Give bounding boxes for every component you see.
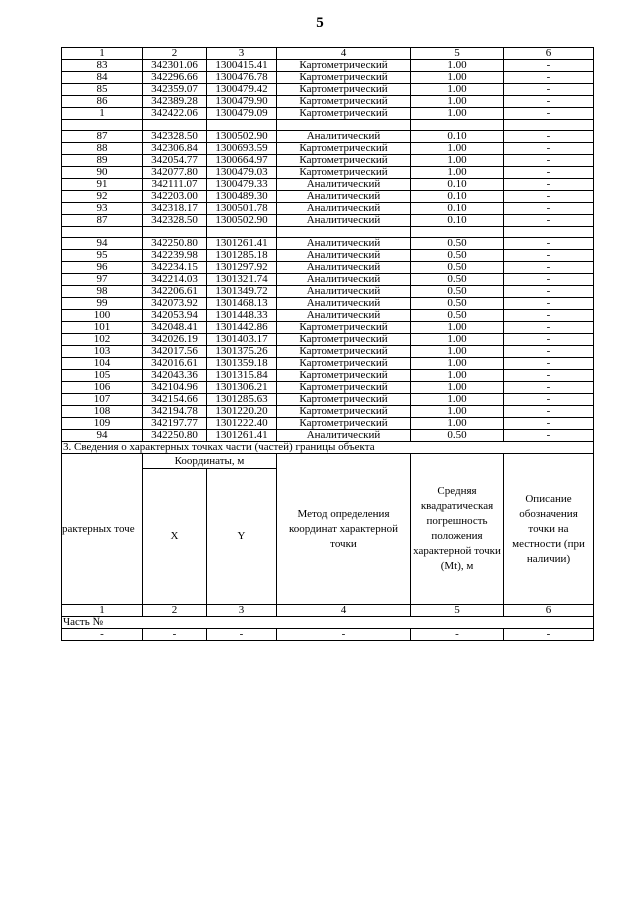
table-cell: 104 xyxy=(62,358,143,370)
table-cell: 342043.36 xyxy=(143,370,207,382)
table-cell: - xyxy=(207,629,277,641)
table-cell: 1301297.92 xyxy=(207,262,277,274)
table-row xyxy=(62,370,594,382)
table-cell: 342016.61 xyxy=(143,358,207,370)
table-cell: 1300479.42 xyxy=(207,84,277,96)
table-row xyxy=(62,286,594,298)
table-cell: - xyxy=(504,430,594,442)
table-row xyxy=(62,310,594,322)
column-number: 1 xyxy=(62,605,143,617)
table-cell: 98 xyxy=(62,286,143,298)
table-cell: 342194.78 xyxy=(143,406,207,418)
table-cell xyxy=(277,227,411,238)
table-cell: - xyxy=(504,143,594,155)
table-cell: 1300693.59 xyxy=(207,143,277,155)
table-cell: 1301285.18 xyxy=(207,250,277,262)
table-cell: 1300489.30 xyxy=(207,191,277,203)
table-cell: 0.50 xyxy=(411,430,504,442)
table-cell: - xyxy=(504,215,594,227)
table-cell: Картометрический xyxy=(277,418,411,430)
column-number: 5 xyxy=(411,48,504,60)
table-cell: 1301442.86 xyxy=(207,322,277,334)
table-cell: 1300664.97 xyxy=(207,155,277,167)
points-table-body xyxy=(62,48,594,442)
table-cell: 102 xyxy=(62,334,143,346)
table-cell: 0.10 xyxy=(411,179,504,191)
table-cell: 342026.19 xyxy=(143,334,207,346)
table-cell: 87 xyxy=(62,131,143,143)
table-cell: Картометрический xyxy=(277,406,411,418)
table-cell: - xyxy=(504,250,594,262)
table-cell: 0.10 xyxy=(411,215,504,227)
table-cell xyxy=(411,227,504,238)
column-number: 4 xyxy=(277,605,411,617)
table-row xyxy=(62,179,594,191)
table-cell: 93 xyxy=(62,203,143,215)
table-cell: 342239.98 xyxy=(143,250,207,262)
column-number: 2 xyxy=(143,605,207,617)
table-row xyxy=(62,298,594,310)
table-cell: 0.10 xyxy=(411,131,504,143)
table-row xyxy=(62,430,594,442)
table-cell: 342048.41 xyxy=(143,322,207,334)
table-cell: - xyxy=(504,322,594,334)
table-cell: 1.00 xyxy=(411,382,504,394)
table-cell: 0.50 xyxy=(411,286,504,298)
table-cell: - xyxy=(504,298,594,310)
table-cell: 342328.50 xyxy=(143,215,207,227)
table-cell: Картометрический xyxy=(277,358,411,370)
table-cell: 89 xyxy=(62,155,143,167)
table-cell: 342296.66 xyxy=(143,72,207,84)
table-row xyxy=(62,155,594,167)
table-cell: 1301448.33 xyxy=(207,310,277,322)
table-cell: Аналитический xyxy=(277,286,411,298)
table-cell: 92 xyxy=(62,191,143,203)
table-cell: 1.00 xyxy=(411,60,504,72)
page-number: 5 xyxy=(316,15,324,31)
table-cell: 105 xyxy=(62,370,143,382)
table-cell: - xyxy=(504,394,594,406)
part-label: Часть № xyxy=(62,617,594,629)
table-cell: - xyxy=(504,310,594,322)
table-cell: 106 xyxy=(62,382,143,394)
table-cell: Аналитический xyxy=(277,262,411,274)
table-cell: 1301222.40 xyxy=(207,418,277,430)
table-cell: 1301321.74 xyxy=(207,274,277,286)
table-cell: - xyxy=(504,358,594,370)
table-cell: 1.00 xyxy=(411,358,504,370)
table-cell: - xyxy=(504,191,594,203)
column-number: 3 xyxy=(207,605,277,617)
table-cell: Картометрический xyxy=(277,60,411,72)
table-cell: - xyxy=(504,262,594,274)
table-cell: 1.00 xyxy=(411,406,504,418)
table-cell: - xyxy=(411,629,504,641)
table-cell: 0.10 xyxy=(411,191,504,203)
column-number: 6 xyxy=(504,605,594,617)
table-row xyxy=(62,322,594,334)
table-row xyxy=(62,274,594,286)
table-cell: Аналитический xyxy=(277,203,411,215)
table-cell: 1 xyxy=(62,108,143,120)
table-cell: 1301468.13 xyxy=(207,298,277,310)
table-cell: - xyxy=(504,406,594,418)
table-cell: 95 xyxy=(62,250,143,262)
table-cell: 1.00 xyxy=(411,84,504,96)
table-cell: 94 xyxy=(62,430,143,442)
table-cell: 1300479.33 xyxy=(207,179,277,191)
table-cell: 91 xyxy=(62,179,143,191)
table-cell: 342104.96 xyxy=(143,382,207,394)
table-cell: 108 xyxy=(62,406,143,418)
table-cell: Картометрический xyxy=(277,108,411,120)
table-cell: 342154.66 xyxy=(143,394,207,406)
table-row xyxy=(62,96,594,108)
boundary-points-table xyxy=(61,47,594,641)
column-number: 1 xyxy=(62,48,143,60)
table-cell: 342053.94 xyxy=(143,310,207,322)
table-cell: 342197.77 xyxy=(143,418,207,430)
table-cell: 1.00 xyxy=(411,143,504,155)
table-cell: 1301220.20 xyxy=(207,406,277,418)
table-cell: Аналитический xyxy=(277,215,411,227)
table-cell xyxy=(207,227,277,238)
table-cell xyxy=(504,120,594,131)
table-cell: 342111.07 xyxy=(143,179,207,191)
table-cell: - xyxy=(504,108,594,120)
table-cell: 1301285.63 xyxy=(207,394,277,406)
table-cell: 0.50 xyxy=(411,262,504,274)
table-cell: 1300501.78 xyxy=(207,203,277,215)
table-cell: - xyxy=(504,286,594,298)
table-cell: 85 xyxy=(62,84,143,96)
table-cell: 342203.00 xyxy=(143,191,207,203)
table-cell: - xyxy=(277,629,411,641)
table-cell: 97 xyxy=(62,274,143,286)
table-row xyxy=(62,238,594,250)
section-3-column-number-row xyxy=(62,605,594,617)
table-cell: 1301261.41 xyxy=(207,430,277,442)
table-cell: 90 xyxy=(62,167,143,179)
contour-separator-row xyxy=(62,120,594,131)
table-cell: 342214.03 xyxy=(143,274,207,286)
table-cell: 1.00 xyxy=(411,72,504,84)
table-cell: 342306.84 xyxy=(143,143,207,155)
table-cell: 107 xyxy=(62,394,143,406)
table-cell: Аналитический xyxy=(277,131,411,143)
table-cell: 1301306.21 xyxy=(207,382,277,394)
table-cell: 1.00 xyxy=(411,370,504,382)
table-cell: Картометрический xyxy=(277,334,411,346)
table-cell: 0.50 xyxy=(411,298,504,310)
column-number: 2 xyxy=(143,48,207,60)
table-cell: - xyxy=(504,84,594,96)
table-cell: 1301349.72 xyxy=(207,286,277,298)
table-cell: 88 xyxy=(62,143,143,155)
table-cell: 83 xyxy=(62,60,143,72)
table-cell: 1.00 xyxy=(411,322,504,334)
table-cell: - xyxy=(504,96,594,108)
table-cell: - xyxy=(504,334,594,346)
table-cell: 342250.80 xyxy=(143,430,207,442)
table-row xyxy=(62,203,594,215)
table-cell: 1300479.90 xyxy=(207,96,277,108)
table-cell: Аналитический xyxy=(277,298,411,310)
table-cell: - xyxy=(504,131,594,143)
column-number: 3 xyxy=(207,48,277,60)
table-cell xyxy=(143,227,207,238)
column-number-row xyxy=(62,48,594,60)
table-cell xyxy=(207,120,277,131)
table-cell: 1.00 xyxy=(411,108,504,120)
table-cell: 1.00 xyxy=(411,334,504,346)
table-cell: 1300502.90 xyxy=(207,131,277,143)
table-cell: 0.10 xyxy=(411,203,504,215)
table-row xyxy=(62,143,594,155)
table-cell: Картометрический xyxy=(277,370,411,382)
table-cell: 84 xyxy=(62,72,143,84)
table-cell xyxy=(504,227,594,238)
table-cell: 96 xyxy=(62,262,143,274)
table-row xyxy=(62,72,594,84)
table-cell xyxy=(143,120,207,131)
table-row xyxy=(62,108,594,120)
table-cell: 99 xyxy=(62,298,143,310)
table-cell: 1301403.17 xyxy=(207,334,277,346)
table-cell xyxy=(277,120,411,131)
table-row xyxy=(62,394,594,406)
description-header: Описание обозначения точки на местности (при наличии) xyxy=(504,454,594,605)
table-row xyxy=(62,215,594,227)
table-cell: 1301261.41 xyxy=(207,238,277,250)
table-cell: - xyxy=(504,370,594,382)
table-cell: Аналитический xyxy=(277,430,411,442)
table-cell: 1.00 xyxy=(411,167,504,179)
table-row xyxy=(62,167,594,179)
table-cell: Картометрический xyxy=(277,84,411,96)
table-cell: 342250.80 xyxy=(143,238,207,250)
table-cell: 342234.15 xyxy=(143,262,207,274)
table-cell: 1300479.03 xyxy=(207,167,277,179)
table-cell: Аналитический xyxy=(277,238,411,250)
table-cell: - xyxy=(504,629,594,641)
table-cell: 87 xyxy=(62,215,143,227)
table-cell: - xyxy=(504,346,594,358)
table-cell: 342017.56 xyxy=(143,346,207,358)
point-name-header: рактерных точе xyxy=(62,454,143,605)
contour-separator-row xyxy=(62,227,594,238)
table-cell: Аналитический xyxy=(277,250,411,262)
table-cell: Картометрический xyxy=(277,346,411,358)
table-cell: 342054.77 xyxy=(143,155,207,167)
method-header: Метод определения координат характерной точки xyxy=(277,454,411,605)
table-row xyxy=(62,191,594,203)
table-cell: - xyxy=(62,629,143,641)
table-cell: - xyxy=(504,418,594,430)
table-cell: - xyxy=(143,629,207,641)
table-row xyxy=(62,382,594,394)
table-cell: Картометрический xyxy=(277,167,411,179)
table-cell: 342422.06 xyxy=(143,108,207,120)
table-row xyxy=(62,84,594,96)
column-number: 6 xyxy=(504,48,594,60)
table-cell: 101 xyxy=(62,322,143,334)
table-cell: 0.50 xyxy=(411,238,504,250)
table-cell: 1.00 xyxy=(411,96,504,108)
table-cell: 342301.06 xyxy=(143,60,207,72)
table-cell: Аналитический xyxy=(277,191,411,203)
table-row xyxy=(62,346,594,358)
table-cell: Картометрический xyxy=(277,143,411,155)
table-cell: - xyxy=(504,60,594,72)
table-cell: 1.00 xyxy=(411,394,504,406)
table-cell xyxy=(411,120,504,131)
table-row xyxy=(62,358,594,370)
table-cell: - xyxy=(504,382,594,394)
table-cell: 1300476.78 xyxy=(207,72,277,84)
table-cell xyxy=(62,227,143,238)
table-cell: 342073.92 xyxy=(143,298,207,310)
table-cell: 1301315.84 xyxy=(207,370,277,382)
section-3-title: 3. Сведения о характерных точках части (частей) границы объекта xyxy=(62,442,594,454)
table-cell: - xyxy=(504,167,594,179)
table-cell: 1300502.90 xyxy=(207,215,277,227)
table-row xyxy=(62,250,594,262)
table-row xyxy=(62,406,594,418)
table-cell xyxy=(62,120,143,131)
table-row xyxy=(62,60,594,72)
table-cell: 0.50 xyxy=(411,274,504,286)
table-cell: Аналитический xyxy=(277,179,411,191)
table-cell: 342206.61 xyxy=(143,286,207,298)
table-cell: Картометрический xyxy=(277,96,411,108)
section-3-body xyxy=(62,442,594,641)
table-cell: Картометрический xyxy=(277,72,411,84)
table-cell: Картометрический xyxy=(277,382,411,394)
table-cell: 342328.50 xyxy=(143,131,207,143)
error-header: Средняя квадратическая погрешность положения характерной точки (Mt), м xyxy=(411,454,504,605)
table-cell: 0.50 xyxy=(411,250,504,262)
column-number: 5 xyxy=(411,605,504,617)
table-cell: 1.00 xyxy=(411,418,504,430)
table-cell: - xyxy=(504,179,594,191)
table-cell: 342077.80 xyxy=(143,167,207,179)
table-cell: Аналитический xyxy=(277,274,411,286)
empty-data-row xyxy=(62,629,594,641)
table-cell: 1301359.18 xyxy=(207,358,277,370)
table-cell: 1300415.41 xyxy=(207,60,277,72)
table-cell: - xyxy=(504,72,594,84)
x-header: X xyxy=(143,469,207,605)
table-cell: 1300479.09 xyxy=(207,108,277,120)
table-cell: Картометрический xyxy=(277,155,411,167)
table-cell: 103 xyxy=(62,346,143,358)
table-row xyxy=(62,334,594,346)
table-cell: 1.00 xyxy=(411,155,504,167)
table-row xyxy=(62,262,594,274)
table-cell: Картометрический xyxy=(277,394,411,406)
table-cell: 100 xyxy=(62,310,143,322)
table-cell: 342318.17 xyxy=(143,203,207,215)
table-cell: 94 xyxy=(62,238,143,250)
table-cell: 342389.28 xyxy=(143,96,207,108)
table-cell: Аналитический xyxy=(277,310,411,322)
table-cell: 1301375.26 xyxy=(207,346,277,358)
column-number: 4 xyxy=(277,48,411,60)
table-row xyxy=(62,131,594,143)
table-cell: 1.00 xyxy=(411,346,504,358)
table-row xyxy=(62,418,594,430)
table-cell: - xyxy=(504,155,594,167)
table-cell: - xyxy=(504,203,594,215)
table-cell: 0.50 xyxy=(411,310,504,322)
table-cell: - xyxy=(504,274,594,286)
coordinates-header: Координаты, м xyxy=(143,454,277,469)
table-cell: 109 xyxy=(62,418,143,430)
y-header: Y xyxy=(207,469,277,605)
table-cell: 86 xyxy=(62,96,143,108)
table-cell: - xyxy=(504,238,594,250)
table-cell: 342359.07 xyxy=(143,84,207,96)
table-cell: Картометрический xyxy=(277,322,411,334)
